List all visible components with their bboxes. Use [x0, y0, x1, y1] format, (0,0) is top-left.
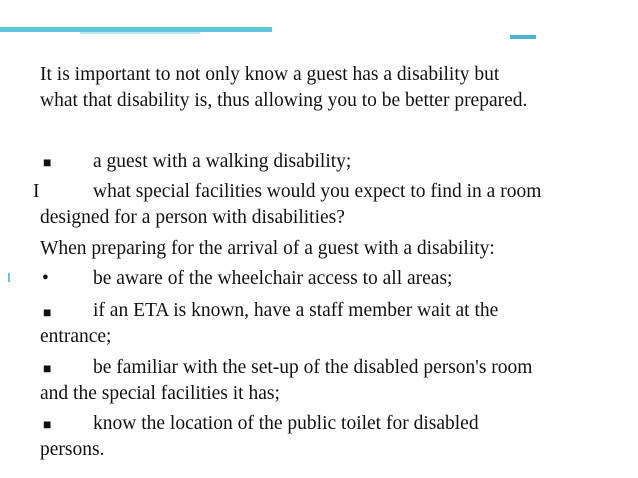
walking-disability-text: a guest with a walking disability;	[93, 151, 352, 172]
square-bullet: ■	[43, 362, 52, 377]
facilities-line-2: designed for a person with disabilities?	[40, 207, 345, 228]
facilities-line-1: what special facilities would you expect to find in a room	[93, 181, 542, 202]
intro-line-1: It is important to not only know a guest has a disability but	[40, 64, 500, 85]
square-bullet: ■	[43, 418, 52, 433]
square-bullet: ■	[43, 306, 52, 321]
accent-tick	[8, 273, 10, 282]
toilet-line-2: persons.	[40, 439, 105, 460]
wheelchair-text: be aware of the wheelchair access to all areas;	[93, 268, 453, 289]
round-bullet: •	[42, 268, 49, 289]
square-bullet: ■	[43, 156, 52, 171]
eta-line-1: if an ETA is known, have a staff member wait at the	[93, 300, 499, 321]
toilet-line-1: know the location of the public toilet for disabled	[93, 413, 479, 434]
familiar-line-2: and the special facilities it has;	[40, 383, 280, 404]
faint-accent-bar	[80, 32, 200, 34]
preparing-heading: When preparing for the arrival of a guest with a disability:	[40, 238, 495, 259]
eta-line-2: entrance;	[40, 326, 112, 347]
familiar-line-1: be familiar with the set-up of the disabled person's room	[93, 357, 533, 378]
roman-marker: I	[33, 181, 40, 202]
intro-line-2: what that disability is, thus allowing you to be better prepared.	[40, 90, 528, 111]
right-accent-bar	[510, 35, 536, 39]
